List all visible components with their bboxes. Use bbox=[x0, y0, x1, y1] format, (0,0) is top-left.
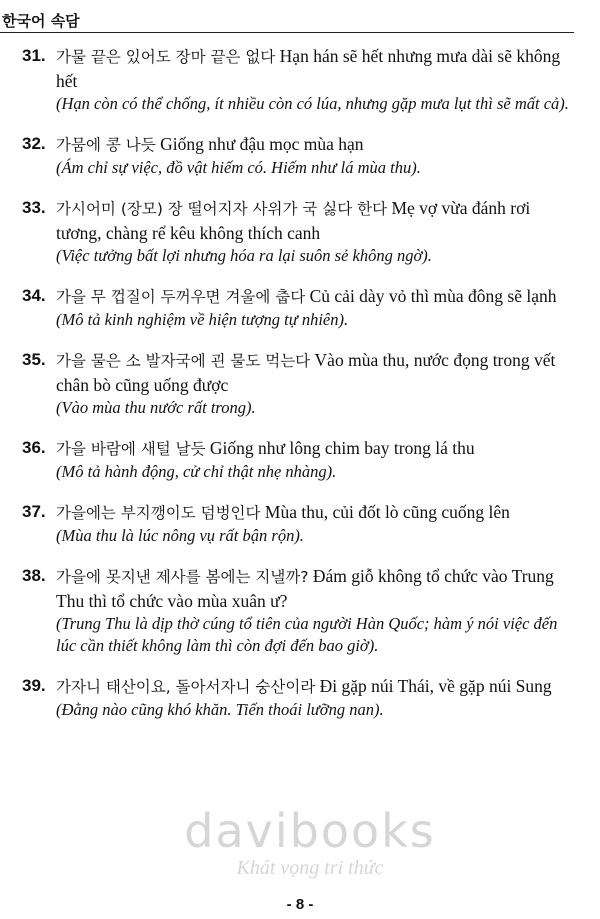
korean-proverb: 가을에는 부지깽이도 덤벙인다 bbox=[56, 504, 261, 522]
header-rule bbox=[0, 32, 574, 33]
watermark bbox=[150, 806, 470, 880]
proverb-entry bbox=[0, 564, 600, 657]
vietnamese-meaning: Hạn hán sẽ hết nhưng mưa dài sẽ không hết bbox=[56, 46, 561, 91]
korean-proverb: 가자니 태산이요, 돌아서자니 숭산이라 bbox=[56, 678, 316, 696]
explanation-note: (Hạn còn có thể chống, ít nhiều còn có lúa, nhưng gặp mưa lụt thì sẽ mất cả). bbox=[56, 94, 569, 113]
entry-text bbox=[56, 284, 570, 309]
entry-number: 33. bbox=[22, 198, 46, 217]
proverb-entry bbox=[0, 348, 600, 419]
watermark-slogan: Khát vọng tri thức bbox=[236, 857, 384, 879]
explanation-note: (Vào mùa thu nước rất trong). bbox=[56, 398, 256, 417]
vietnamese-meaning: Giống như lông chim bay trong lá thu bbox=[209, 438, 475, 458]
korean-proverb: 가을 바람에 새털 날듯 bbox=[56, 440, 206, 458]
explanation-note: (Mô tả hành động, cử chỉ thật nhẹ nhàng). bbox=[56, 462, 337, 481]
explanation-note: (Việc tưởng bất lợi nhưng hóa ra lại suôn sẻ không ngờ). bbox=[56, 246, 432, 265]
page-header bbox=[0, 6, 600, 36]
korean-proverb: 가을에 못지낸 제사를 봄에는 지낼까? bbox=[56, 568, 309, 586]
entry-number: 39. bbox=[22, 676, 46, 695]
vietnamese-meaning: Củ cải dày vỏ thì mùa đông sẽ lạnh bbox=[309, 286, 557, 306]
korean-proverb: 가시어미 (장모) 장 떨어지자 사위가 국 싫다 한다 bbox=[56, 200, 388, 218]
entry-number: 35. bbox=[22, 350, 46, 369]
entry-number: 31. bbox=[22, 46, 46, 65]
proverb-entry bbox=[0, 284, 600, 331]
vietnamese-meaning: Đi gặp núi Thái, về gặp núi Sung bbox=[319, 676, 552, 696]
korean-proverb: 가뭄에 콩 나듯 bbox=[56, 136, 156, 154]
entry-text bbox=[56, 674, 570, 699]
entry-number: 36. bbox=[22, 438, 46, 457]
proverb-entry bbox=[0, 500, 600, 547]
entry-text bbox=[56, 348, 570, 397]
vietnamese-meaning: Mẹ vợ vừa đánh rơi tương, chàng rể kêu không thích canh bbox=[56, 198, 531, 243]
entry-number: 34. bbox=[22, 286, 46, 305]
entry-text bbox=[56, 436, 570, 461]
explanation-note: (Ám chỉ sự việc, đồ vật hiếm có. Hiếm như lá mùa thu). bbox=[56, 158, 421, 177]
korean-proverb: 가을 무 껍질이 두꺼우면 겨울에 춥다 bbox=[56, 288, 306, 306]
vietnamese-meaning: Đám giỗ không tổ chức vào Trung Thu thì tổ chức vào mùa xuân ư? bbox=[56, 566, 554, 611]
proverb-entry bbox=[0, 436, 600, 483]
entry-text bbox=[56, 500, 570, 525]
header-title: 한국어 속담 bbox=[2, 12, 80, 30]
vietnamese-meaning: Vào mùa thu, nước đọng trong vết chân bò cũng uống được bbox=[56, 350, 556, 395]
watermark-brand: davibooks bbox=[184, 804, 436, 858]
entry-number: 38. bbox=[22, 566, 46, 585]
entry-number: 37. bbox=[22, 502, 46, 521]
vietnamese-meaning: Giống như đậu mọc mùa hạn bbox=[160, 134, 364, 154]
entry-text bbox=[56, 196, 570, 245]
entry-text bbox=[56, 564, 570, 613]
proverb-entry bbox=[0, 674, 600, 721]
entry-number: 32. bbox=[22, 134, 46, 153]
proverb-entry bbox=[0, 132, 600, 179]
vietnamese-meaning: Mùa thu, củi đốt lò cũng cuống lên bbox=[264, 502, 510, 522]
korean-proverb: 가물 끝은 있어도 장마 끝은 없다 bbox=[56, 48, 276, 66]
proverb-entry bbox=[0, 44, 600, 115]
proverb-entry bbox=[0, 196, 600, 267]
page-number: - 8 - bbox=[286, 896, 314, 913]
entry-text bbox=[56, 132, 570, 157]
explanation-note: (Đằng nào cũng khó khăn. Tiến thoái lưỡng nan). bbox=[56, 700, 384, 719]
entry-text bbox=[56, 44, 570, 93]
explanation-note: (Trung Thu là dịp thờ cúng tổ tiên của người Hàn Quốc; hàm ý nói việc đến lúc cần thiết không làm thì còn đợi đến bao giờ). bbox=[56, 614, 558, 655]
korean-proverb: 가을 물은 소 발자국에 괸 물도 먹는다 bbox=[56, 352, 311, 370]
explanation-note: (Mô tả kinh nghiệm về hiện tượng tự nhiên). bbox=[56, 310, 349, 329]
proverb-list bbox=[0, 44, 600, 738]
explanation-note: (Mùa thu là lúc nông vụ rất bận rộn). bbox=[56, 526, 304, 545]
